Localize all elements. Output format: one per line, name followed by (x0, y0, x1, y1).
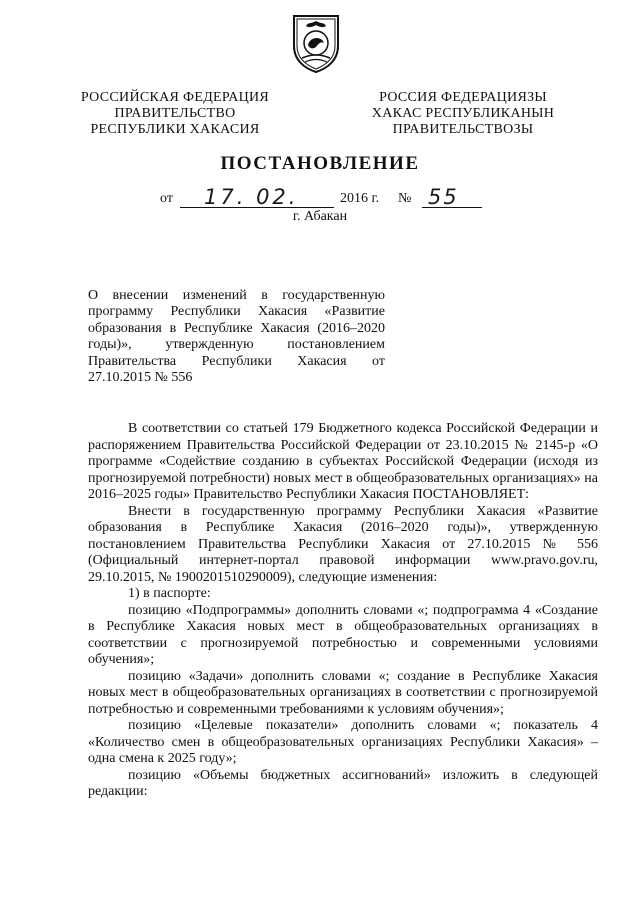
handwritten-number: 55 (428, 185, 459, 209)
date-prefix: от (160, 191, 173, 206)
header-right-line: ХАКАС РЕСПУБЛИКАНЫН (371, 106, 555, 121)
body-paragraph: позицию «Целевые показатели» дополнить словами «; показатель 4 «Количество смен в общеобразовательных организациях Республики Хакасия» – одна смена к 2025 году»; (88, 718, 598, 766)
body-paragraph: позицию «Подпрограммы» дополнить словами «; подпрограмма 4 «Создание в Республике Хакасия новых мест в общеобразовательных организациях в соответствии с прогнозируемой потребностью и современными условиями обучения»; (88, 602, 598, 667)
header-right-line: РОССИЯ ФЕДЕРАЦИЯЗЫ (379, 90, 547, 105)
date-year: 2016 г. (340, 191, 380, 206)
body-paragraph: Внести в государственную программу Республики Хакасия «Развитие образования в Республике Хакасия (2016–2020 годы)», утвержденную постановлением Правительства Республики Хакасия от 27.10.2015 № 556 (Официальный интернет-портал правовой информации www.pravo.gov.ru, 29.10.2015, № 1900201510290009), следующие изменения: (88, 503, 598, 585)
header-right-line: ПРАВИТЕЛЬСТВОЗЫ (392, 122, 534, 137)
document-body (88, 421, 598, 801)
body-paragraph: В соответствии со статьей 179 Бюджетного кодекса Российской Федерации и распоряжением Правительства Российской Федерации от 23.10.2015 № 2145-р «О программе «Содействие созданию в субъектах Российской Федерации (исходя из прогнозируемой потребности) новых мест в общеобразовательных организациях» на 2016–2025 годы» Правительство Республики Хакасия ПОСТАНОВЛЯЕТ: (88, 421, 598, 502)
body-paragraph: позицию «Задачи» дополнить словами «; создание в Республике Хакасия новых мест в общеобразовательных организациях в соответствии с прогнозируемой потребностью и современными требованиями к условиям обучения»; (88, 668, 598, 717)
number-sign: № (398, 191, 412, 206)
city-name: г. Абакан (292, 209, 348, 224)
header-left-block (60, 90, 290, 138)
header-right-block (348, 90, 578, 138)
body-paragraph: позицию «Объемы бюджетных ассигнований» изложить в следующей редакции: (88, 767, 598, 799)
handwritten-date: 17. 02. (204, 185, 299, 209)
header-left-line: РЕСПУБЛИКИ ХАКАСИЯ (90, 122, 260, 137)
subject-heading: О внесении изменений в государственную программу Республики Хакасия «Развитие образования в Республике Хакасия (2016–2020 годы)», утвержденную постановлением Правительства Республики Хакасия от 27.10.2015 № 556 (88, 288, 385, 386)
document-title: ПОСТАНОВЛЕНИЕ (220, 153, 420, 174)
body-paragraph: 1) в паспорте: (128, 586, 211, 601)
header-left-line: РОССИЙСКАЯ ФЕДЕРАЦИЯ (80, 90, 270, 105)
header-left-line: ПРАВИТЕЛЬСТВО (114, 106, 236, 121)
coat-of-arms-emblem (288, 12, 344, 74)
